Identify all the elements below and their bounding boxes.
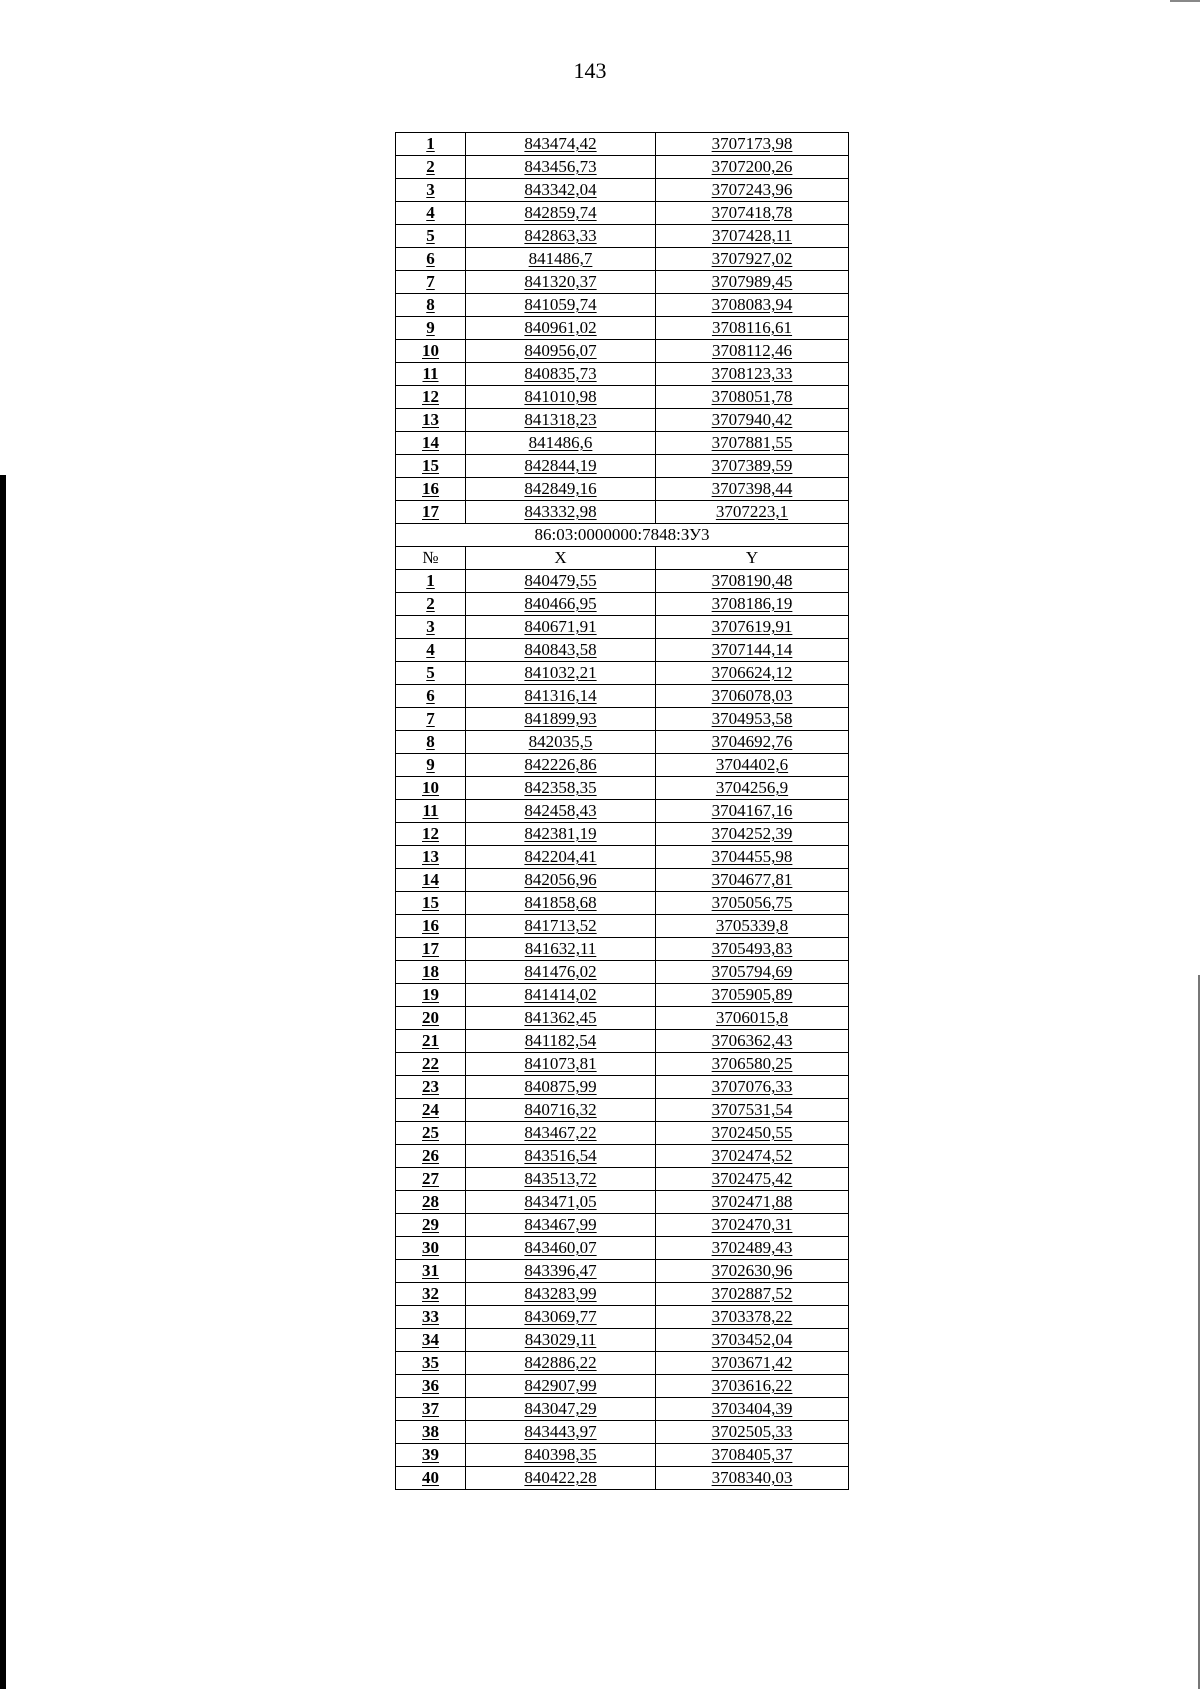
table-row [396,202,849,225]
x-coordinate-cell: 841010,98 [466,386,656,409]
x-coordinate-cell: 842859,74 [466,202,656,225]
y-coordinate-cell: 3703616,22 [656,1375,849,1398]
y-coordinate-cell: 3707531,54 [656,1099,849,1122]
x-coordinate-cell: 840422,28 [466,1467,656,1490]
table-row [396,1329,849,1352]
table-row [396,1421,849,1444]
point-number-cell: 2 [396,593,466,616]
table-row [396,271,849,294]
x-coordinate-cell: 841362,45 [466,1007,656,1030]
x-coordinate-cell: 841182,54 [466,1030,656,1053]
y-coordinate-cell: 3702474,52 [656,1145,849,1168]
table-row [396,1352,849,1375]
table-row [396,156,849,179]
y-coordinate-cell: 3707881,55 [656,432,849,455]
point-number-cell: 12 [396,823,466,846]
y-coordinate-cell: 3708190,48 [656,570,849,593]
x-coordinate-cell: 842056,96 [466,869,656,892]
table-row [396,1053,849,1076]
point-number-cell: 2 [396,156,466,179]
table-row [396,1076,849,1099]
y-coordinate-cell: 3706015,8 [656,1007,849,1030]
table-row [396,639,849,662]
table-row [396,869,849,892]
y-coordinate-cell: 3705056,75 [656,892,849,915]
x-coordinate-cell: 843474,42 [466,133,656,156]
x-coordinate-cell: 842458,43 [466,800,656,823]
y-coordinate-cell: 3707428,11 [656,225,849,248]
point-number-cell: 18 [396,961,466,984]
table-row [396,938,849,961]
point-number-cell: 9 [396,317,466,340]
y-coordinate-cell: 3707243,96 [656,179,849,202]
x-coordinate-cell: 840835,73 [466,363,656,386]
y-coordinate-cell: 3707927,02 [656,248,849,271]
point-number-cell: 17 [396,938,466,961]
point-number-cell: 9 [396,754,466,777]
y-coordinate-cell: 3702505,33 [656,1421,849,1444]
y-coordinate-cell: 3707076,33 [656,1076,849,1099]
point-number-cell: 36 [396,1375,466,1398]
x-coordinate-cell: 841316,14 [466,685,656,708]
x-coordinate-cell: 843029,11 [466,1329,656,1352]
x-coordinate-cell: 843342,04 [466,179,656,202]
table-row [396,248,849,271]
point-number-cell: 7 [396,708,466,731]
point-number-cell: 21 [396,1030,466,1053]
point-number-cell: 35 [396,1352,466,1375]
section2-header [396,524,849,570]
x-coordinate-cell: 841320,37 [466,271,656,294]
y-coordinate-cell: 3708340,03 [656,1467,849,1490]
point-number-cell: 3 [396,179,466,202]
y-coordinate-cell: 3708123,33 [656,363,849,386]
x-coordinate-cell: 842849,16 [466,478,656,501]
y-coordinate-cell: 3705339,8 [656,915,849,938]
point-number-cell: 28 [396,1191,466,1214]
point-number-cell: 11 [396,800,466,823]
point-number-cell: 17 [396,501,466,524]
point-number-cell: 39 [396,1444,466,1467]
point-number-cell: 32 [396,1283,466,1306]
y-coordinate-cell: 3707398,44 [656,478,849,501]
y-coordinate-cell: 3704953,58 [656,708,849,731]
column-header-row [396,547,849,570]
x-coordinate-cell: 843047,29 [466,1398,656,1421]
table-row [396,1283,849,1306]
x-coordinate-cell: 843396,47 [466,1260,656,1283]
x-coordinate-cell: 841486,7 [466,248,656,271]
x-coordinate-cell: 843460,07 [466,1237,656,1260]
x-coordinate-cell: 840843,58 [466,639,656,662]
table-row [396,340,849,363]
y-coordinate-cell: 3707144,14 [656,639,849,662]
table-row [396,1191,849,1214]
y-coordinate-cell: 3708405,37 [656,1444,849,1467]
point-number-cell: 23 [396,1076,466,1099]
point-number-cell: 8 [396,731,466,754]
table-row [396,846,849,869]
x-coordinate-cell: 841059,74 [466,294,656,317]
x-coordinate-cell: 840875,99 [466,1076,656,1099]
table-row [396,777,849,800]
point-number-cell: 31 [396,1260,466,1283]
page-number: 143 [573,58,607,83]
y-coordinate-cell: 3708186,19 [656,593,849,616]
x-coordinate-cell: 843467,99 [466,1214,656,1237]
point-number-cell: 16 [396,915,466,938]
y-coordinate-cell: 3702887,52 [656,1283,849,1306]
y-coordinate-cell: 3704252,39 [656,823,849,846]
x-coordinate-cell: 843471,05 [466,1191,656,1214]
header-y: Y [656,547,849,570]
point-number-cell: 16 [396,478,466,501]
table-row [396,1122,849,1145]
point-number-cell: 38 [396,1421,466,1444]
table-row [396,1145,849,1168]
table-row [396,570,849,593]
x-coordinate-cell: 842886,22 [466,1352,656,1375]
table-row [396,455,849,478]
y-coordinate-cell: 3702489,43 [656,1237,849,1260]
y-coordinate-cell: 3707223,1 [656,501,849,524]
table-row [396,915,849,938]
point-number-cell: 14 [396,432,466,455]
table-row [396,1030,849,1053]
x-coordinate-cell: 841318,23 [466,409,656,432]
table-row [396,1444,849,1467]
table-row [396,1099,849,1122]
table-row [396,501,849,524]
table-row [396,294,849,317]
y-coordinate-cell: 3703452,04 [656,1329,849,1352]
y-coordinate-cell: 3703671,42 [656,1352,849,1375]
table-row [396,1007,849,1030]
y-coordinate-cell: 3708116,61 [656,317,849,340]
y-coordinate-cell: 3705905,89 [656,984,849,1007]
table-row [396,317,849,340]
table-row [396,800,849,823]
section-title: 86:03:0000000:7848:ЗУ3 [396,524,849,547]
y-coordinate-cell: 3706078,03 [656,685,849,708]
x-coordinate-cell: 841073,81 [466,1053,656,1076]
table-row [396,1260,849,1283]
point-number-cell: 13 [396,846,466,869]
x-coordinate-cell: 843513,72 [466,1168,656,1191]
point-number-cell: 30 [396,1237,466,1260]
y-coordinate-cell: 3702450,55 [656,1122,849,1145]
point-number-cell: 1 [396,133,466,156]
x-coordinate-cell: 841858,68 [466,892,656,915]
y-coordinate-cell: 3707940,42 [656,409,849,432]
x-coordinate-cell: 840479,55 [466,570,656,593]
table-row [396,754,849,777]
x-coordinate-cell: 841899,93 [466,708,656,731]
table-row [396,409,849,432]
x-coordinate-cell: 842358,35 [466,777,656,800]
table-row [396,823,849,846]
table-row [396,478,849,501]
y-coordinate-cell: 3704677,81 [656,869,849,892]
table-row [396,133,849,156]
point-number-cell: 24 [396,1099,466,1122]
point-number-cell: 26 [396,1145,466,1168]
table-row [396,1237,849,1260]
header-number: № [396,547,466,570]
y-coordinate-cell: 3702630,96 [656,1260,849,1283]
table-row [396,961,849,984]
coordinates-table [395,132,849,1490]
point-number-cell: 6 [396,248,466,271]
y-coordinate-cell: 3708051,78 [656,386,849,409]
point-number-cell: 13 [396,409,466,432]
y-coordinate-cell: 3706580,25 [656,1053,849,1076]
x-coordinate-cell: 843443,97 [466,1421,656,1444]
point-number-cell: 29 [396,1214,466,1237]
x-coordinate-cell: 841486,6 [466,432,656,455]
table-row [396,708,849,731]
x-coordinate-cell: 840398,35 [466,1444,656,1467]
y-coordinate-cell: 3708083,94 [656,294,849,317]
table-row [396,892,849,915]
coordinates-table-container [395,132,848,1490]
x-coordinate-cell: 840671,91 [466,616,656,639]
table-row [396,984,849,1007]
table-row [396,363,849,386]
header-x: X [466,547,656,570]
point-number-cell: 15 [396,892,466,915]
x-coordinate-cell: 843332,98 [466,501,656,524]
x-coordinate-cell: 840716,32 [466,1099,656,1122]
x-coordinate-cell: 841632,11 [466,938,656,961]
table2-body [396,570,849,1490]
point-number-cell: 10 [396,777,466,800]
table-row [396,1398,849,1421]
y-coordinate-cell: 3707619,91 [656,616,849,639]
y-coordinate-cell: 3702471,88 [656,1191,849,1214]
point-number-cell: 15 [396,455,466,478]
point-number-cell: 1 [396,570,466,593]
point-number-cell: 19 [396,984,466,1007]
x-coordinate-cell: 841032,21 [466,662,656,685]
x-coordinate-cell: 842863,33 [466,225,656,248]
point-number-cell: 5 [396,662,466,685]
scan-border-left [0,475,6,1689]
x-coordinate-cell: 842844,19 [466,455,656,478]
x-coordinate-cell: 842226,86 [466,754,656,777]
y-coordinate-cell: 3703378,22 [656,1306,849,1329]
point-number-cell: 4 [396,639,466,662]
y-coordinate-cell: 3707389,59 [656,455,849,478]
point-number-cell: 40 [396,1467,466,1490]
y-coordinate-cell: 3704402,6 [656,754,849,777]
table-row [396,1375,849,1398]
table-row [396,685,849,708]
point-number-cell: 6 [396,685,466,708]
y-coordinate-cell: 3703404,39 [656,1398,849,1421]
point-number-cell: 7 [396,271,466,294]
y-coordinate-cell: 3705493,83 [656,938,849,961]
point-number-cell: 22 [396,1053,466,1076]
y-coordinate-cell: 3708112,46 [656,340,849,363]
y-coordinate-cell: 3704692,76 [656,731,849,754]
point-number-cell: 20 [396,1007,466,1030]
point-number-cell: 4 [396,202,466,225]
x-coordinate-cell: 843069,77 [466,1306,656,1329]
x-coordinate-cell: 841713,52 [466,915,656,938]
y-coordinate-cell: 3704256,9 [656,777,849,800]
section-title-row [396,524,849,547]
x-coordinate-cell: 843283,99 [466,1283,656,1306]
table-row [396,225,849,248]
x-coordinate-cell: 842035,5 [466,731,656,754]
y-coordinate-cell: 3707989,45 [656,271,849,294]
table-row [396,386,849,409]
point-number-cell: 11 [396,363,466,386]
point-number-cell: 34 [396,1329,466,1352]
x-coordinate-cell: 843467,22 [466,1122,656,1145]
table1-body [396,133,849,524]
point-number-cell: 5 [396,225,466,248]
x-coordinate-cell: 841414,02 [466,984,656,1007]
x-coordinate-cell: 840956,07 [466,340,656,363]
point-number-cell: 14 [396,869,466,892]
table-row [396,662,849,685]
y-coordinate-cell: 3706362,43 [656,1030,849,1053]
y-coordinate-cell: 3704455,98 [656,846,849,869]
x-coordinate-cell: 842381,19 [466,823,656,846]
table-row [396,432,849,455]
table-row [396,616,849,639]
y-coordinate-cell: 3707173,98 [656,133,849,156]
x-coordinate-cell: 842907,99 [466,1375,656,1398]
y-coordinate-cell: 3705794,69 [656,961,849,984]
x-coordinate-cell: 843456,73 [466,156,656,179]
x-coordinate-cell: 841476,02 [466,961,656,984]
point-number-cell: 8 [396,294,466,317]
y-coordinate-cell: 3702475,42 [656,1168,849,1191]
x-coordinate-cell: 843516,54 [466,1145,656,1168]
point-number-cell: 25 [396,1122,466,1145]
table-row [396,1214,849,1237]
x-coordinate-cell: 840466,95 [466,593,656,616]
point-number-cell: 10 [396,340,466,363]
y-coordinate-cell: 3704167,16 [656,800,849,823]
table-row [396,731,849,754]
point-number-cell: 33 [396,1306,466,1329]
point-number-cell: 27 [396,1168,466,1191]
point-number-cell: 12 [396,386,466,409]
y-coordinate-cell: 3707200,26 [656,156,849,179]
y-coordinate-cell: 3706624,12 [656,662,849,685]
x-coordinate-cell: 842204,41 [466,846,656,869]
table-row [396,593,849,616]
y-coordinate-cell: 3707418,78 [656,202,849,225]
table-row [396,1306,849,1329]
point-number-cell: 37 [396,1398,466,1421]
y-coordinate-cell: 3702470,31 [656,1214,849,1237]
point-number-cell: 3 [396,616,466,639]
table-row [396,179,849,202]
scan-artifact-top [1170,0,1200,2]
table-row [396,1467,849,1490]
table-row [396,1168,849,1191]
x-coordinate-cell: 840961,02 [466,317,656,340]
